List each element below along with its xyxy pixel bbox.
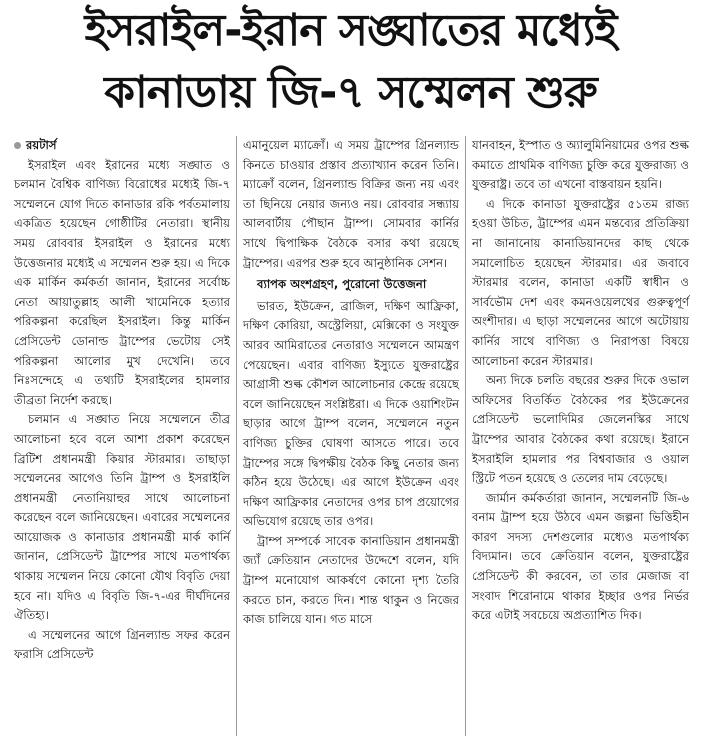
paragraph: জার্মান কর্মকর্তারা জানান, সম্মেলনটি জি-৬ বনাম ট্রাম্প হয়ে উঠবে এমন জল্পনা ভিত্তিহীন কারণ সদস্য দেশগুলোর মধ্যেও মতপার্থক্য বিদ্যমান। তবে ক্রেতিয়ান বলেন, যুক্তরাষ্ট্রের প্রেসিডেন্ট কী করবেন, তা তার মেজাজ বা সংবাদ শিরোনামে থাকার ইচ্ছার ওপর নির্ভর করে এটাই সবচেয়ে অপ্রত্যাশিত দিক। (472, 490, 689, 623)
headline (0, 0, 701, 132)
source-line (14, 136, 230, 156)
article-column-1 (8, 136, 237, 736)
headline-line-1: ইসরাইল-ইরান সঙ্ঘাতের মধ্যেই (84, 5, 617, 56)
headline-line-2: কানাডায় জি-৭ সম্মেলন শুরু (104, 67, 597, 118)
article-column-3 (466, 136, 695, 736)
source-label: রয়টার্স (26, 138, 57, 152)
paragraph: ইসরাইল এবং ইরানের মধ্যে সঙ্ঘাত ও চলমান বৈশ্বিক বাণিজ্য বিরোধের মধ্যেই জি-৭ সম্মেলনে যোগ দিতে কানাডার রকি পর্বতমালায় একত্রিত হয়েছেন গোষ্ঠীটির নেতারা। স্থানীয় সময় রোববার ইসরাইল ও ইরানের মধ্যে উত্তেজনার মধ্যেই এ সম্মেলন শুরু হয়। এ দিকে এক মার্কিন কর্মকর্তা জানান, ইরানের সর্বোচ্চ নেতা আয়াতুল্লাহ আলী খামেনিকে হত্যার পরিকল্পনা করেছিল ইসরাইল। কিন্তু মার্কিন প্রেসিডেন্ট ডোনাল্ড ট্রাম্পের ভেটোয় সেই পরিকল্পনা আলোর মুখ দেখেনি। তবে নিঃসন্দেহে এ তথ্যটি ইসরাইলের হামলার তীব্রতা নির্দেশ করছে। (14, 157, 230, 407)
bullet-icon (14, 142, 21, 149)
paragraph: এ সম্মেলনের আগে গ্রিনল্যান্ড সফর করেন ফরাসি প্রেসিডেন্ট (14, 627, 230, 662)
article-column-2 (237, 136, 466, 736)
paragraph: যানবাহন, ইস্পাত ও অ্যালুমিনিয়ামের ওপর শুল্ক কমাতে প্রাথমিক বাণিজ্য চুক্তি করে যুক্তরাজ্য ও যুক্তরাষ্ট্র। তবে তা এখনো বাস্তবায়ন হয়নি। (472, 138, 689, 192)
paragraph: চলমান এ সঙ্ঘাত নিয়ে সম্মেলনে তীব্র আলোচনা হবে বলে আশা প্রকাশ করেছেন ব্রিটিশ প্রধানমন্ত্রী কিয়ার স্টারমার। তাছাড়া সম্মেলনের আগেও তিনি ট্রাম্প ও ইসরাইলি প্রধানমন্ত্রী নেতানিয়াহুর সাথে আলোচনা করেছেন বলে জানিয়েছেন। এবারের সম্মেলনের আয়োজক ও কানাডার প্রধানমন্ত্রী মার্ক কার্নি জানান, প্রেসিডেন্ট ট্রাম্পের সাথে মতপার্থক্য থাকায় সম্মেলন নিয়ে কোনো যৌথ বিবৃতি দেয়া হবে না। যদিও এ বিবৃতি জি-৭-এর দীর্ঘদিনের ঐতিহ্য। (14, 412, 230, 623)
subheading: ব্যাপক অংশগ্রহণ, পুরোনো উত্তেজনা (257, 277, 427, 292)
article-body (8, 136, 696, 736)
paragraph: এমানুয়েল ম্যাক্রোঁ। এ সময় ট্রাম্পের গ্রিনল্যান্ড কিনতে চাওয়ার প্রস্তাব প্রত্যাখ্যান করেন তিনি। ম্যাক্রোঁ বলেন, গ্রিনল্যান্ড বিক্রির জন্য নয় এবং তা ছিনিয়ে নেয়ার জন্যও নয়। রোববার সন্ধ্যায় আলবার্টায় পৌছান ট্রাম্প। সোমবার কার্নির সাথে দ্বিপাক্ষিক বৈঠকে বসার কথা রয়েছে ট্রাম্পের। এরপর শুরু হবে আনুষ্ঠানিক সেশন। (243, 138, 459, 270)
paragraph: ট্রাম্প সম্পর্কে সাবেক কানাডিয়ান প্রধানমন্ত্রী জ্যাঁ ক্রেতিয়ান নেতাদের উদ্দেশে বলেন, যদি ট্রাম্প মনোযোগ আকর্ষণে কোনো দৃশ্য তৈরি করতে চান, করতে দিন। শান্ত থাকুন ও নিজের কাজ চালিয়ে যান। গত মাসে (243, 533, 459, 627)
paragraph: অন্য দিকে চলতি বছরের শুরুর দিকে ওভাল অফিসের বিতর্কিত বৈঠকের পর ইউক্রেনের প্রেসিডেন্ট ভলোদিমির জেলেনস্কির সাথে ট্রাম্পের আবার বৈঠকের কথা রয়েছে। ইরানে ইসরাইলি হামলার পর বিশ্ববাজার ও ওয়াল স্ট্রিটে পতন হয়েছে ও তেলের দাম বেড়েছে। (472, 373, 689, 486)
paragraph: ভারত, ইউক্রেন, ব্রাজিল, দক্ষিণ আফ্রিকা, দক্ষিণ কোরিয়া, অস্ট্রেলিয়া, মেক্সিকো ও সংযুক্ত আরব আমিরাতের নেতারাও সম্মেলনে আমন্ত্রণ পেয়েছেন। এবার বাণিজ্য ইস্যুতে যুক্তরাষ্ট্রের আগ্রাসী শুল্ক কৌশল আলোচনার কেন্দ্রে রয়েছে বলে জানিয়েছেন সংশ্লিষ্টরা। এ দিকে ওয়াশিংটন ছাড়ার আগে ট্রাম্প বলেন, সম্মেলনে নতুন বাণিজ্য চুক্তির ঘোষণা আসতে পারে। তবে ট্রাম্পের সঙ্গে দ্বিপক্ষীয় বৈঠক কিছু নেতার জন্য কঠিন হয়ে উঠেছে। এর আগে ইউক্রেন এবং দক্ষিণ আফ্রিকার নেতাদের ওপর চাপ প্রয়োগের অভিযোগ রয়েছে তার ওপর। (243, 298, 459, 529)
paragraph: এ দিকে কানাডা যুক্তরাষ্ট্রের ৫১তম রাজ্য হওয়া উচিত, ট্রাম্পের এমন মন্তব্যের প্রতিক্রিয়া না জানানোয় কানাডিয়ানদের কাছ থেকে সমালোচিত হয়েছেন স্টারমার। এর জবাবে স্টারমার বলেন, কানাডা একটি স্বাধীন ও সার্বভৌম দেশ এবং কমনওয়েলথের গুরুত্বপূর্ণ অংশীদার। এ ছাড়া সম্মেলনের আগে অটোয়ায় কার্নির সাথে বাণিজ্য ও নিরাপত্তা বিষয়ে আলোচনা করেন স্টারমার। (472, 196, 689, 368)
